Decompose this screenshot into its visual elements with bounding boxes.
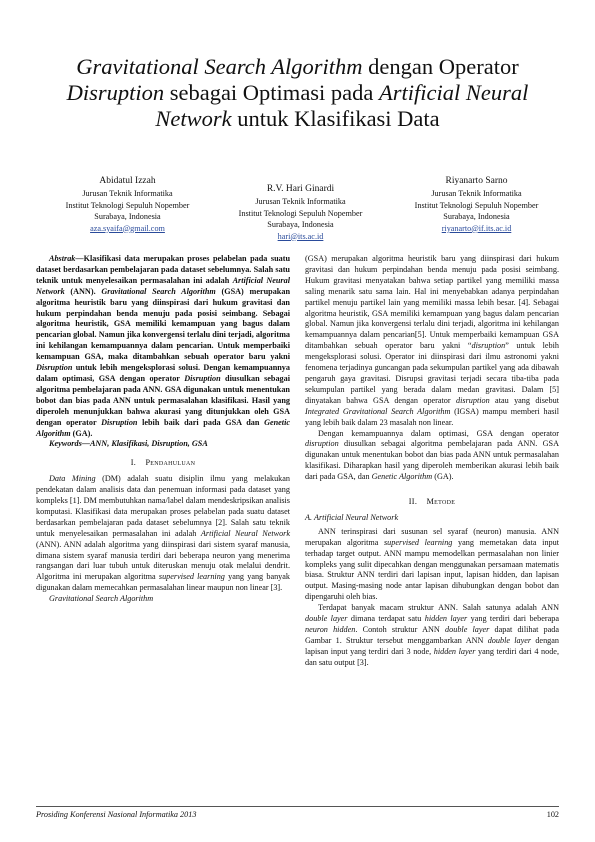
title-part: Disruption (66, 80, 165, 105)
author-1 (40, 174, 215, 234)
conference-name: Prosiding Konferensi Nasional Informatika 2013 (36, 810, 197, 819)
method-paragraph-1: ANN terinspirasi dari susunan sel syaraf (neuron) manusia. ANN merupakan algoritma supervised learning yang memetakan data input terhadap target output. ANN mampu memodelkan permasalahan non linier kompleks yang sulit dipecahkan dengan menggunakan persamaan matematis biasa. Struktur ANN terdiri dari lapisan input, lapisan hidden, dan lapisan output. Masing-masing node antar lapisan dihubungkan dengan bobot dan dipengaruhi oleh bias. (305, 526, 559, 602)
intro-paragraph-3: Dengan kemampuannya dalam optimasi, GSA dengan operator disruption diusulkan sebagai algoritma pembelajaran pada ANN. GSA digunakan untuk menentukan bobot dan bias pada ANN untuk permasalahan klasifikasi. Diharapkan hasil yang diperoleh memberikan akurasi lebih baik dari pada GSA, dan Genetic Algorithm (GA). (305, 428, 559, 482)
abstract: Abstrak—Klasifikasi data merupakan proses pelabelan pada suatu dataset berdasarkan pembelajaran pada dataset sebelumnya. Salah satu teknik untuk menyelesaikan permasalahan ini adalah Artificial Neural Network (ANN). Gravitational Search Algorithm (GSA) merupakan algoritma heuristik baru yang diinspirasi dari hukum gravitasi dan hukum perpindahan benda menuju pada posisi seimbang. Sebagai algoritma heuristik, GSA memiliki kemampuan yang bagus dalam pencarian global. Namun jika konvergensi terlalu dini terjadi, algoritma ini kehilangan kemampuannya dalam pencarian. Untuk memperbaiki kemampuan GSA, maka ditambahkan sebuah operator baru yakni Disruption untuk lebih mengeksplorasi solusi. Dengan kemampuannya dalam optimasi, GSA dengan operator Disruption diusulkan sebagai algoritma pembelajaran pada ANN. GSA digunakan untuk menentukan bobot dan bias pada ANN untuk permasalahan klasifikasi. Hasil yang diperoleh menunjukkan bahwa akurasi yang ditunjukkan oleh GSA dengan operator Disruption lebih baik dari pada GSA dan Genetic Algorithm (GA). (36, 254, 290, 438)
author-city: Surabaya, Indonesia (94, 212, 161, 221)
author-city: Surabaya, Indonesia (267, 220, 334, 229)
author-institution: Institut Teknologi Sepuluh Nopember (238, 208, 363, 218)
title-part: dengan Operator (362, 54, 519, 79)
author-institution: Institut Teknologi Sepuluh Nopember (65, 200, 190, 210)
author-name: R.V. Hari Ginardi (266, 184, 335, 194)
title-part: untuk Klasifikasi Data (231, 106, 440, 131)
author-institution: Institut Teknologi Sepuluh Nopember (414, 200, 539, 210)
intro-paragraph-1: Data Mining (DM) adalah suatu disiplin ilmu yang melakukan pendekatan dalam analisis data dan penemuan informasi pada dataset yang kompleks [1]. DM membutuhkan nama/label dalam mendeskripsikan analisis komputasi. Klasifikasi data merupakan proses pelabelan pada suatu dataset berdasarkan pembelajaran pada dataset sebelumnya [2]. Salah satu teknik untuk menyelesaikan permasalahan ini adalah Artificial Neural Network (ANN). ANN adalah algoritma yang diinspirasi dari sistem syaraf manusia, dimana sistem syaraf manusia terdiri dari beberapa neuron yang menerima rangsangan dari luar tubuh untuk diteruskan menuju otak melalui dendrit. Algoritma ini merupakan algoritma supervised learning yang yang banyak digunakan dalam memecahkan permasalahan linear maupun non linear [3]. (36, 474, 291, 593)
keywords: Keywords—ANN, Klasifikasi, Disruption, GSA (49, 439, 208, 449)
author-email-link[interactable]: hari@its.ac.id (277, 231, 324, 241)
section-heading-2: II. Metode (408, 497, 456, 507)
left-column (36, 254, 290, 605)
title-part: Network (155, 106, 232, 131)
paper-title (30, 54, 565, 132)
author-2 (213, 182, 388, 242)
author-3 (389, 174, 564, 234)
title-part: Artificial Neural (379, 80, 529, 105)
author-email-link[interactable]: aza.syaifa@gmail.com (90, 223, 165, 233)
author-email-link[interactable]: riyanarto@if.its.ac.id (441, 223, 512, 233)
intro-paragraph-2: (GSA) merupakan algoritma heuristik baru yang diinspirasi dari hukum gravitasi dan hukum perpindahan benda menuju pada posisi seimbang. Hukum gravitasi menyatakan bahwa setiap partikel yang memiliki massa saling menarik satu sama lain. Hal ini menyebabkan adanya perpindahan partikel menuju partikel lain yang memiliki massa lebih besar. [4]. Sebagai algoritma heuristik, GSA memiliki kemampuan yang bagus dalam pencarian global. Namun jika konvergensi terlalu dini terjadi, algoritma ini kehilangan kemampuannya dalam pencarian[5]. Untuk memperbaiki kemampuan GSA ditambahkan sebuah operator baru yakni “disruption” untuk lebih mengeksplorasi solusi. Operator ini diinspirasi dari ilmu astronomi yakni fenomena terjadinya guncangan pada sekumpulan partikel yang ada dibawah pengaruh gaya gravitasi. Disrupsi gravitasi terjadi secara tiba-tiba pada sekumpulan partikel yang berada dalam medan gravitasi. Dalam [5] dinyatakan bahwa GSA dengan operator disruption atau yang disebut Integrated Gravitational Search Algorithm (IGSA) mampu memberi hasil yang lebih baik dalam 23 masalah non linear. (305, 254, 560, 427)
method-paragraph-2: Terdapat banyak macam struktur ANN. Salah satunya adalah ANN double layer dimana terdapat satu hidden layer yang terdiri dari beberapa neuron hidden. Contoh struktur ANN double layer dapat dilihat pada Gambar 1. Struktur tersebut menggambarkan ANN double layer dengan lapisan input yang terdiri dari 3 node, hidden layer yang terdiri dari 4 node, dan satu output [3]. (305, 603, 560, 667)
abstract-label: Abstrak (49, 254, 76, 263)
page-footer (36, 806, 559, 819)
author-city: Surabaya, Indonesia (443, 212, 510, 221)
section-heading-1: I. Pendahuluan (130, 458, 196, 468)
author-name: Abidatul Izzah (99, 176, 156, 186)
title-part: sebagai Optimasi pada (164, 80, 380, 105)
author-dept: Jurusan Teknik Informatika (255, 197, 346, 206)
author-dept: Jurusan Teknik Informatika (82, 189, 173, 198)
author-dept: Jurusan Teknik Informatika (431, 189, 522, 198)
subsection-heading: A. Artificial Neural Network (305, 512, 399, 522)
right-column (305, 254, 559, 669)
author-name: Riyanarto Sarno (445, 176, 508, 186)
title-part: Gravitational Search Algorithm (76, 54, 363, 79)
intro-paragraph-2-start: Gravitational Search Algorithm (49, 594, 154, 604)
page-number: 102 (546, 810, 559, 819)
